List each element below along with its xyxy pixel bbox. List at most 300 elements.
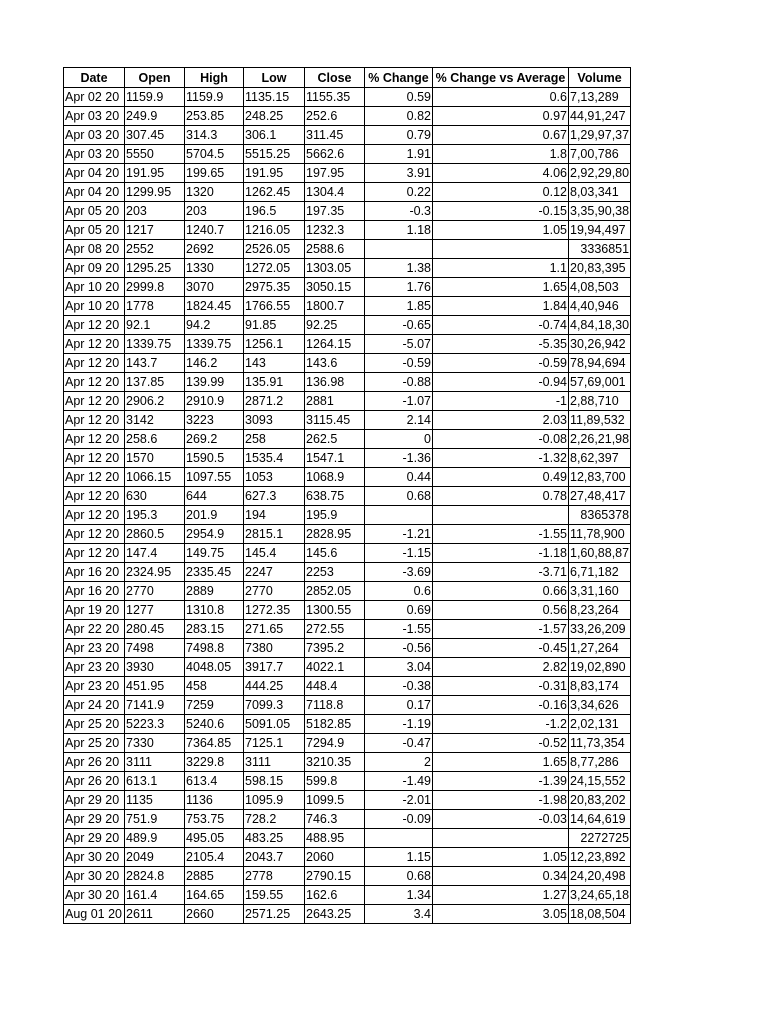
cell-high: 7259	[185, 696, 244, 715]
table-row	[64, 468, 631, 487]
cell-pct-change-vs-average: -1.18	[433, 544, 569, 563]
cell-volume: 11,73,354	[569, 734, 631, 753]
cell-volume: 44,91,247	[569, 107, 631, 126]
cell-open: 1135	[125, 791, 185, 810]
cell-low: 248.25	[244, 107, 305, 126]
cell-pct-change-vs-average: 1.8	[433, 145, 569, 164]
cell-close: 136.98	[305, 373, 365, 392]
cell-open: 1217	[125, 221, 185, 240]
cell-pct-change: 3.04	[365, 658, 433, 677]
cell-pct-change: -1.36	[365, 449, 433, 468]
cell-pct-change-vs-average	[433, 240, 569, 259]
cell-date: Apr 12 20	[64, 392, 125, 411]
cell-date: Apr 23 20	[64, 658, 125, 677]
cell-pct-change: 0.68	[365, 867, 433, 886]
cell-pct-change: -1.19	[365, 715, 433, 734]
cell-close: 92.25	[305, 316, 365, 335]
cell-pct-change-vs-average: 1.1	[433, 259, 569, 278]
cell-high: 3229.8	[185, 753, 244, 772]
cell-high: 1339.75	[185, 335, 244, 354]
cell-open: 7141.9	[125, 696, 185, 715]
table-row	[64, 430, 631, 449]
cell-pct-change-vs-average: 0.67	[433, 126, 569, 145]
cell-close: 5662.6	[305, 145, 365, 164]
cell-low: 2571.25	[244, 905, 305, 924]
table-row	[64, 848, 631, 867]
cell-high: 3223	[185, 411, 244, 430]
cell-pct-change: 1.38	[365, 259, 433, 278]
table-row	[64, 905, 631, 924]
cell-pct-change-vs-average: -1.2	[433, 715, 569, 734]
cell-open: 451.95	[125, 677, 185, 696]
cell-open: 3111	[125, 753, 185, 772]
cell-pct-change: 0.22	[365, 183, 433, 202]
cell-pct-change: -1.21	[365, 525, 433, 544]
cell-pct-change	[365, 506, 433, 525]
header-pct-change: % Change	[365, 68, 433, 88]
cell-date: Apr 24 20	[64, 696, 125, 715]
cell-date: Apr 19 20	[64, 601, 125, 620]
table-row	[64, 506, 631, 525]
cell-volume: 8,77,286	[569, 753, 631, 772]
cell-high: 2335.45	[185, 563, 244, 582]
cell-close: 2852.05	[305, 582, 365, 601]
cell-high: 314.3	[185, 126, 244, 145]
cell-pct-change: -3.69	[365, 563, 433, 582]
table-row	[64, 772, 631, 791]
table-row	[64, 677, 631, 696]
cell-pct-change-vs-average: 0.12	[433, 183, 569, 202]
cell-date: Apr 30 20	[64, 848, 125, 867]
cell-pct-change: -0.09	[365, 810, 433, 829]
cell-close: 1547.1	[305, 449, 365, 468]
cell-close: 1155.35	[305, 88, 365, 107]
cell-high: 753.75	[185, 810, 244, 829]
cell-pct-change: 2	[365, 753, 433, 772]
table-row	[64, 411, 631, 430]
cell-pct-change-vs-average: -0.45	[433, 639, 569, 658]
cell-open: 489.9	[125, 829, 185, 848]
cell-low: 2043.7	[244, 848, 305, 867]
cell-low: 143	[244, 354, 305, 373]
cell-open: 195.3	[125, 506, 185, 525]
table-row	[64, 449, 631, 468]
cell-date: Apr 26 20	[64, 753, 125, 772]
cell-low: 2778	[244, 867, 305, 886]
cell-date: Apr 12 20	[64, 487, 125, 506]
cell-pct-change-vs-average: -1.55	[433, 525, 569, 544]
cell-pct-change: 0.44	[365, 468, 433, 487]
table-row	[64, 544, 631, 563]
cell-pct-change: 1.85	[365, 297, 433, 316]
cell-volume: 7,13,289	[569, 88, 631, 107]
header-close: Close	[305, 68, 365, 88]
cell-low: 1535.4	[244, 449, 305, 468]
cell-volume: 20,83,395	[569, 259, 631, 278]
cell-high: 94.2	[185, 316, 244, 335]
cell-pct-change: 0.17	[365, 696, 433, 715]
cell-low: 483.25	[244, 829, 305, 848]
cell-volume: 8,03,341	[569, 183, 631, 202]
header-volume: Volume	[569, 68, 631, 88]
cell-pct-change: -0.38	[365, 677, 433, 696]
cell-pct-change-vs-average: 1.65	[433, 278, 569, 297]
cell-date: Aug 01 20	[64, 905, 125, 924]
table-row	[64, 791, 631, 810]
cell-open: 7330	[125, 734, 185, 753]
cell-close: 488.95	[305, 829, 365, 848]
cell-pct-change-vs-average: -0.15	[433, 202, 569, 221]
cell-volume: 4,08,503	[569, 278, 631, 297]
table-row	[64, 373, 631, 392]
cell-high: 1320	[185, 183, 244, 202]
cell-low: 196.5	[244, 202, 305, 221]
cell-low: 7380	[244, 639, 305, 658]
cell-pct-change: 1.34	[365, 886, 433, 905]
cell-pct-change: -0.88	[365, 373, 433, 392]
cell-pct-change-vs-average	[433, 829, 569, 848]
cell-high: 3070	[185, 278, 244, 297]
cell-pct-change-vs-average: 2.03	[433, 411, 569, 430]
cell-low: 728.2	[244, 810, 305, 829]
cell-low: 5091.05	[244, 715, 305, 734]
cell-pct-change-vs-average: 1.84	[433, 297, 569, 316]
cell-open: 3930	[125, 658, 185, 677]
cell-low: 3917.7	[244, 658, 305, 677]
cell-close: 1304.4	[305, 183, 365, 202]
cell-pct-change-vs-average: 1.05	[433, 221, 569, 240]
table-row	[64, 639, 631, 658]
cell-volume: 6,71,182	[569, 563, 631, 582]
cell-date: Apr 12 20	[64, 544, 125, 563]
cell-pct-change-vs-average: -0.94	[433, 373, 569, 392]
cell-volume: 4,84,18,30	[569, 316, 631, 335]
cell-date: Apr 16 20	[64, 563, 125, 582]
cell-pct-change-vs-average: 0.56	[433, 601, 569, 620]
cell-date: Apr 03 20	[64, 145, 125, 164]
cell-volume: 8,83,174	[569, 677, 631, 696]
cell-open: 7498	[125, 639, 185, 658]
cell-open: 2049	[125, 848, 185, 867]
cell-close: 1264.15	[305, 335, 365, 354]
cell-close: 2253	[305, 563, 365, 582]
cell-open: 3142	[125, 411, 185, 430]
cell-high: 199.65	[185, 164, 244, 183]
cell-date: Apr 12 20	[64, 449, 125, 468]
cell-pct-change-vs-average: 0.34	[433, 867, 569, 886]
cell-date: Apr 12 20	[64, 316, 125, 335]
cell-close: 1300.55	[305, 601, 365, 620]
cell-pct-change: -0.65	[365, 316, 433, 335]
cell-open: 1295.25	[125, 259, 185, 278]
cell-low: 2526.05	[244, 240, 305, 259]
cell-high: 458	[185, 677, 244, 696]
cell-date: Apr 12 20	[64, 335, 125, 354]
cell-close: 262.5	[305, 430, 365, 449]
cell-date: Apr 12 20	[64, 506, 125, 525]
cell-pct-change-vs-average: 1.65	[433, 753, 569, 772]
table-row	[64, 202, 631, 221]
cell-open: 191.95	[125, 164, 185, 183]
cell-open: 1159.9	[125, 88, 185, 107]
cell-high: 2954.9	[185, 525, 244, 544]
cell-open: 2999.8	[125, 278, 185, 297]
cell-date: Apr 16 20	[64, 582, 125, 601]
cell-close: 3050.15	[305, 278, 365, 297]
cell-pct-change: -0.3	[365, 202, 433, 221]
cell-close: 2060	[305, 848, 365, 867]
cell-close: 638.75	[305, 487, 365, 506]
cell-low: 627.3	[244, 487, 305, 506]
cell-high: 253.85	[185, 107, 244, 126]
cell-open: 258.6	[125, 430, 185, 449]
cell-open: 147.4	[125, 544, 185, 563]
cell-low: 1256.1	[244, 335, 305, 354]
cell-close: 252.6	[305, 107, 365, 126]
cell-high: 269.2	[185, 430, 244, 449]
cell-pct-change: 1.18	[365, 221, 433, 240]
cell-volume: 24,15,552	[569, 772, 631, 791]
cell-date: Apr 30 20	[64, 867, 125, 886]
header-high: High	[185, 68, 244, 88]
cell-volume: 78,94,694	[569, 354, 631, 373]
cell-close: 1303.05	[305, 259, 365, 278]
cell-date: Apr 12 20	[64, 373, 125, 392]
cell-close: 7294.9	[305, 734, 365, 753]
cell-close: 1068.9	[305, 468, 365, 487]
cell-date: Apr 04 20	[64, 183, 125, 202]
cell-low: 5515.25	[244, 145, 305, 164]
cell-low: 3111	[244, 753, 305, 772]
cell-volume: 3336851	[569, 240, 631, 259]
header-open: Open	[125, 68, 185, 88]
cell-date: Apr 23 20	[64, 677, 125, 696]
cell-date: Apr 03 20	[64, 107, 125, 126]
cell-pct-change-vs-average: -0.31	[433, 677, 569, 696]
cell-open: 2552	[125, 240, 185, 259]
cell-close: 1232.3	[305, 221, 365, 240]
table-row	[64, 297, 631, 316]
cell-open: 2824.8	[125, 867, 185, 886]
cell-close: 746.3	[305, 810, 365, 829]
cell-low: 598.15	[244, 772, 305, 791]
cell-pct-change-vs-average: -0.52	[433, 734, 569, 753]
cell-date: Apr 09 20	[64, 259, 125, 278]
cell-date: Apr 26 20	[64, 772, 125, 791]
cell-date: Apr 25 20	[64, 734, 125, 753]
cell-date: Apr 22 20	[64, 620, 125, 639]
cell-date: Apr 30 20	[64, 886, 125, 905]
cell-low: 91.85	[244, 316, 305, 335]
cell-close: 145.6	[305, 544, 365, 563]
cell-pct-change-vs-average: 0.66	[433, 582, 569, 601]
cell-volume: 3,34,626	[569, 696, 631, 715]
cell-open: 137.85	[125, 373, 185, 392]
cell-pct-change-vs-average: -1	[433, 392, 569, 411]
cell-date: Apr 29 20	[64, 791, 125, 810]
cell-pct-change: 0.69	[365, 601, 433, 620]
cell-volume: 33,26,209	[569, 620, 631, 639]
cell-low: 271.65	[244, 620, 305, 639]
cell-open: 2324.95	[125, 563, 185, 582]
cell-date: Apr 03 20	[64, 126, 125, 145]
table-row	[64, 810, 631, 829]
cell-pct-change: 1.76	[365, 278, 433, 297]
cell-close: 7118.8	[305, 696, 365, 715]
cell-pct-change-vs-average: -0.16	[433, 696, 569, 715]
table-row	[64, 221, 631, 240]
table-row	[64, 107, 631, 126]
cell-pct-change: -1.49	[365, 772, 433, 791]
cell-low: 2247	[244, 563, 305, 582]
cell-volume: 1,29,97,37	[569, 126, 631, 145]
cell-open: 1277	[125, 601, 185, 620]
header-pct-change-vs-average: % Change vs Average	[433, 68, 569, 88]
cell-low: 159.55	[244, 886, 305, 905]
cell-date: Apr 05 20	[64, 202, 125, 221]
cell-volume: 18,08,504	[569, 905, 631, 924]
cell-volume: 7,00,786	[569, 145, 631, 164]
cell-high: 1240.7	[185, 221, 244, 240]
cell-low: 2975.35	[244, 278, 305, 297]
header-low: Low	[244, 68, 305, 88]
table-row	[64, 145, 631, 164]
table-row	[64, 183, 631, 202]
cell-open: 1299.95	[125, 183, 185, 202]
cell-low: 306.1	[244, 126, 305, 145]
table-row	[64, 392, 631, 411]
table-header	[64, 68, 631, 88]
cell-close: 195.9	[305, 506, 365, 525]
cell-pct-change-vs-average: -1.39	[433, 772, 569, 791]
cell-low: 7125.1	[244, 734, 305, 753]
cell-pct-change: -0.59	[365, 354, 433, 373]
cell-high: 2889	[185, 582, 244, 601]
cell-high: 149.75	[185, 544, 244, 563]
table-row	[64, 620, 631, 639]
table-row	[64, 259, 631, 278]
cell-close: 2643.25	[305, 905, 365, 924]
cell-volume: 8,62,397	[569, 449, 631, 468]
cell-volume: 11,89,532	[569, 411, 631, 430]
cell-close: 3115.45	[305, 411, 365, 430]
cell-low: 135.91	[244, 373, 305, 392]
cell-pct-change: -0.47	[365, 734, 433, 753]
cell-low: 1216.05	[244, 221, 305, 240]
cell-open: 92.1	[125, 316, 185, 335]
cell-date: Apr 05 20	[64, 221, 125, 240]
cell-date: Apr 08 20	[64, 240, 125, 259]
cell-pct-change-vs-average: 1.05	[433, 848, 569, 867]
cell-volume: 8365378	[569, 506, 631, 525]
cell-pct-change-vs-average: 4.06	[433, 164, 569, 183]
cell-date: Apr 12 20	[64, 430, 125, 449]
cell-high: 2910.9	[185, 392, 244, 411]
cell-pct-change: 1.15	[365, 848, 433, 867]
cell-high: 203	[185, 202, 244, 221]
table-row	[64, 240, 631, 259]
cell-open: 280.45	[125, 620, 185, 639]
cell-pct-change-vs-average: -3.71	[433, 563, 569, 582]
cell-high: 613.4	[185, 772, 244, 791]
cell-date: Apr 10 20	[64, 297, 125, 316]
cell-date: Apr 29 20	[64, 829, 125, 848]
cell-low: 1262.45	[244, 183, 305, 202]
cell-pct-change: 3.91	[365, 164, 433, 183]
table-row	[64, 658, 631, 677]
table-row	[64, 316, 631, 335]
cell-low: 2770	[244, 582, 305, 601]
table-row	[64, 164, 631, 183]
cell-low: 191.95	[244, 164, 305, 183]
cell-low: 2815.1	[244, 525, 305, 544]
cell-date: Apr 02 20	[64, 88, 125, 107]
cell-close: 4022.1	[305, 658, 365, 677]
cell-volume: 2,92,29,80	[569, 164, 631, 183]
cell-low: 1095.9	[244, 791, 305, 810]
cell-pct-change: 1.91	[365, 145, 433, 164]
cell-date: Apr 10 20	[64, 278, 125, 297]
table-row	[64, 753, 631, 772]
table-row	[64, 734, 631, 753]
header-date: Date	[64, 68, 125, 88]
cell-close: 311.45	[305, 126, 365, 145]
cell-pct-change: 3.4	[365, 905, 433, 924]
cell-pct-change-vs-average: 1.27	[433, 886, 569, 905]
cell-volume: 14,64,619	[569, 810, 631, 829]
cell-date: Apr 12 20	[64, 468, 125, 487]
cell-open: 613.1	[125, 772, 185, 791]
cell-high: 164.65	[185, 886, 244, 905]
cell-open: 1066.15	[125, 468, 185, 487]
cell-high: 2105.4	[185, 848, 244, 867]
cell-low: 194	[244, 506, 305, 525]
cell-close: 5182.85	[305, 715, 365, 734]
table-row	[64, 487, 631, 506]
cell-high: 1330	[185, 259, 244, 278]
cell-close: 7395.2	[305, 639, 365, 658]
cell-close: 272.55	[305, 620, 365, 639]
header-row	[64, 68, 631, 88]
table-body	[64, 88, 631, 924]
cell-volume: 1,27,264	[569, 639, 631, 658]
cell-pct-change: -1.07	[365, 392, 433, 411]
cell-low: 3093	[244, 411, 305, 430]
cell-volume: 3,24,65,18	[569, 886, 631, 905]
cell-volume: 2,88,710	[569, 392, 631, 411]
cell-high: 1136	[185, 791, 244, 810]
cell-date: Apr 04 20	[64, 164, 125, 183]
cell-date: Apr 23 20	[64, 639, 125, 658]
cell-open: 630	[125, 487, 185, 506]
table-row	[64, 563, 631, 582]
cell-date: Apr 12 20	[64, 525, 125, 544]
cell-close: 2790.15	[305, 867, 365, 886]
cell-low: 258	[244, 430, 305, 449]
cell-open: 249.9	[125, 107, 185, 126]
table-row	[64, 601, 631, 620]
cell-open: 2611	[125, 905, 185, 924]
cell-pct-change-vs-average	[433, 506, 569, 525]
cell-low: 145.4	[244, 544, 305, 563]
cell-volume: 12,83,700	[569, 468, 631, 487]
cell-pct-change-vs-average: -0.74	[433, 316, 569, 335]
cell-close: 2881	[305, 392, 365, 411]
cell-volume: 12,23,892	[569, 848, 631, 867]
cell-volume: 20,83,202	[569, 791, 631, 810]
cell-high: 201.9	[185, 506, 244, 525]
stock-data-table	[63, 67, 631, 924]
